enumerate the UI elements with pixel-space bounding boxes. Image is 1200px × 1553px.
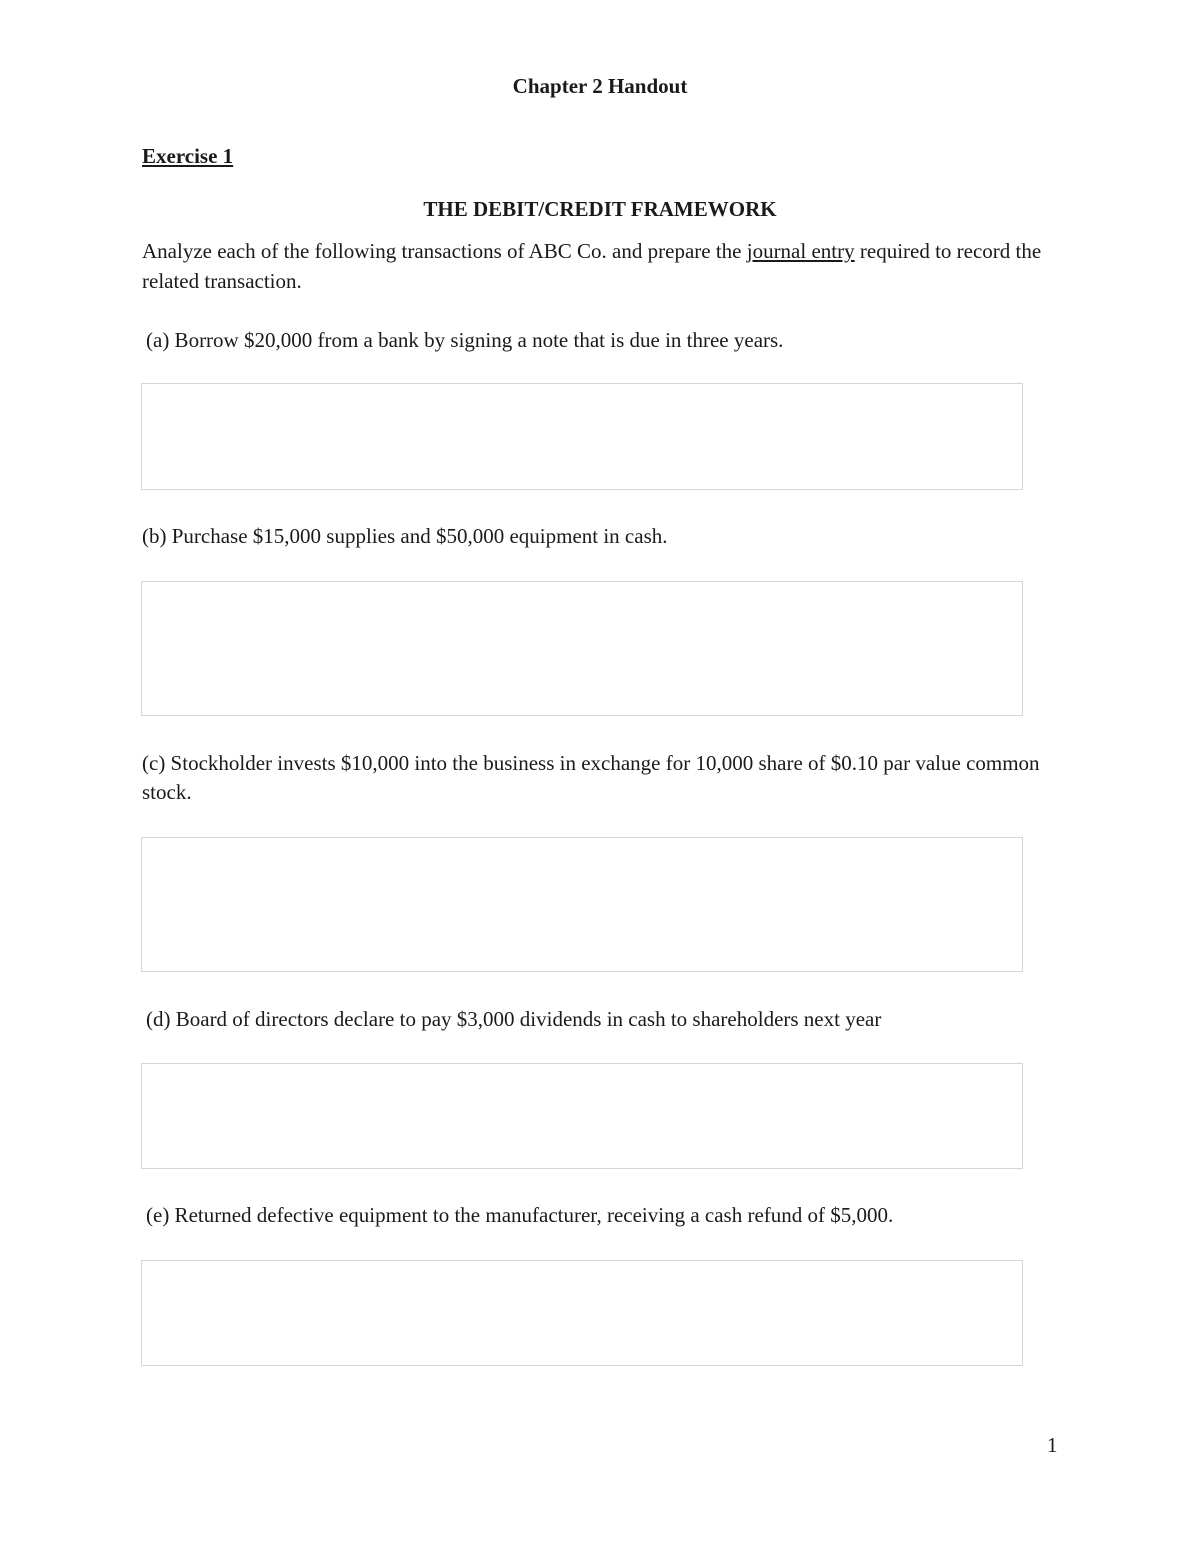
- instructions-text-end: required to record the related transaction.: [142, 239, 1042, 293]
- answer-box-d[interactable]: [141, 1063, 1023, 1169]
- instructions-text-start: Analyze each of the following transactions of ABC Co. and prepare the: [142, 239, 747, 263]
- question-c: (c) Stockholder invests $10,000 into the business in exchange for 10,000 share of $0.10 par value common stock.: [142, 751, 1040, 804]
- page-number: 1: [1047, 1433, 1058, 1457]
- question-a: (a) Borrow $20,000 from a bank by signing a note that is due in three years.: [146, 328, 784, 352]
- question-b: (b) Purchase $15,000 supplies and $50,000 equipment in cash.: [142, 524, 668, 548]
- question-e: (e) Returned defective equipment to the manufacturer, receiving a cash refund of $5,000.: [146, 1203, 894, 1227]
- journal-entry-term: journal entry: [746, 239, 855, 263]
- exercise-label: Exercise 1: [142, 144, 234, 168]
- answer-box-b[interactable]: [141, 581, 1023, 716]
- answer-box-c[interactable]: [141, 837, 1023, 972]
- page-title: Chapter 2 Handout: [512, 74, 688, 98]
- question-d: (d) Board of directors declare to pay $3,000 dividends in cash to shareholders next year: [146, 1007, 882, 1031]
- answer-box-e[interactable]: [141, 1260, 1023, 1366]
- answer-box-a[interactable]: [141, 383, 1023, 490]
- section-heading: THE DEBIT/CREDIT FRAMEWORK: [423, 197, 777, 221]
- instructions-paragraph: [142, 236, 1067, 296]
